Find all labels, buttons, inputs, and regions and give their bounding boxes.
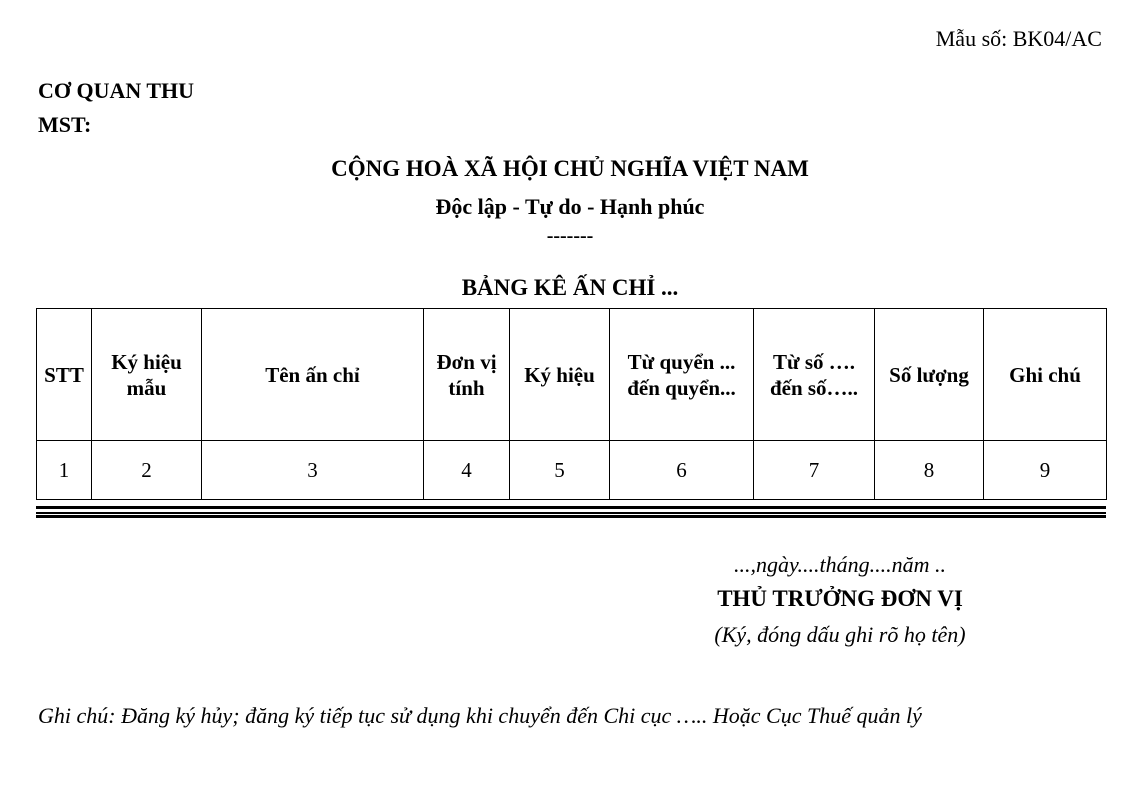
footnote: Ghi chú: Đăng ký hủy; đăng ký tiếp tục sử dụng khi chuyển đến Chi cục ….. Hoặc Cục Thuế quản lý — [38, 703, 922, 728]
signature-title: THỦ TRƯỞNG ĐƠN VỊ — [717, 586, 963, 611]
table-bottom-border — [36, 506, 1106, 518]
tax-code-label: MST: — [38, 112, 92, 137]
col-header-note: Ghi chú — [984, 309, 1107, 441]
col-header-symbol: Ký hiệu — [510, 309, 610, 441]
col-header-number-range: Từ số …. đến số….. — [754, 309, 875, 441]
agency-label: CƠ QUAN THU — [38, 78, 195, 103]
table-cell: 5 — [510, 441, 610, 500]
col-header-form-symbol: Ký hiệu mẫu — [92, 309, 202, 441]
col-header-unit: Đơn vị tính — [424, 309, 510, 441]
title-divider: ------- — [546, 225, 594, 247]
col-header-voucher-name: Tên ấn chỉ — [202, 309, 424, 441]
table-cell: 3 — [202, 441, 424, 500]
signature-instruction: (Ký, đóng dấu ghi rõ họ tên) — [714, 622, 966, 647]
nation-title: CỘNG HOÀ XÃ HỘI CHỦ NGHĨA VIỆT NAM — [331, 156, 809, 181]
table-cell: 7 — [754, 441, 875, 500]
table-cell: 8 — [875, 441, 984, 500]
table-cell: 2 — [92, 441, 202, 500]
agency-block — [38, 74, 194, 142]
table-cell: 4 — [424, 441, 510, 500]
document-title: BẢNG KÊ ẤN CHỈ ... — [461, 275, 679, 300]
voucher-table — [36, 308, 1107, 500]
col-header-book-range: Từ quyển ... đến quyển... — [610, 309, 754, 441]
col-header-quantity: Số lượng — [875, 309, 984, 441]
col-header-stt: STT — [37, 309, 92, 441]
table-cell: 6 — [610, 441, 754, 500]
signature-date-line: ...,ngày....tháng....năm .. — [733, 552, 947, 577]
form-code: Mẫu số: BK04/AC — [935, 26, 1102, 51]
table-row — [37, 441, 1107, 500]
table-cell: 1 — [37, 441, 92, 500]
table-header-row — [37, 309, 1107, 441]
nation-motto: Độc lập - Tự do - Hạnh phúc — [435, 194, 705, 219]
table-cell: 9 — [984, 441, 1107, 500]
